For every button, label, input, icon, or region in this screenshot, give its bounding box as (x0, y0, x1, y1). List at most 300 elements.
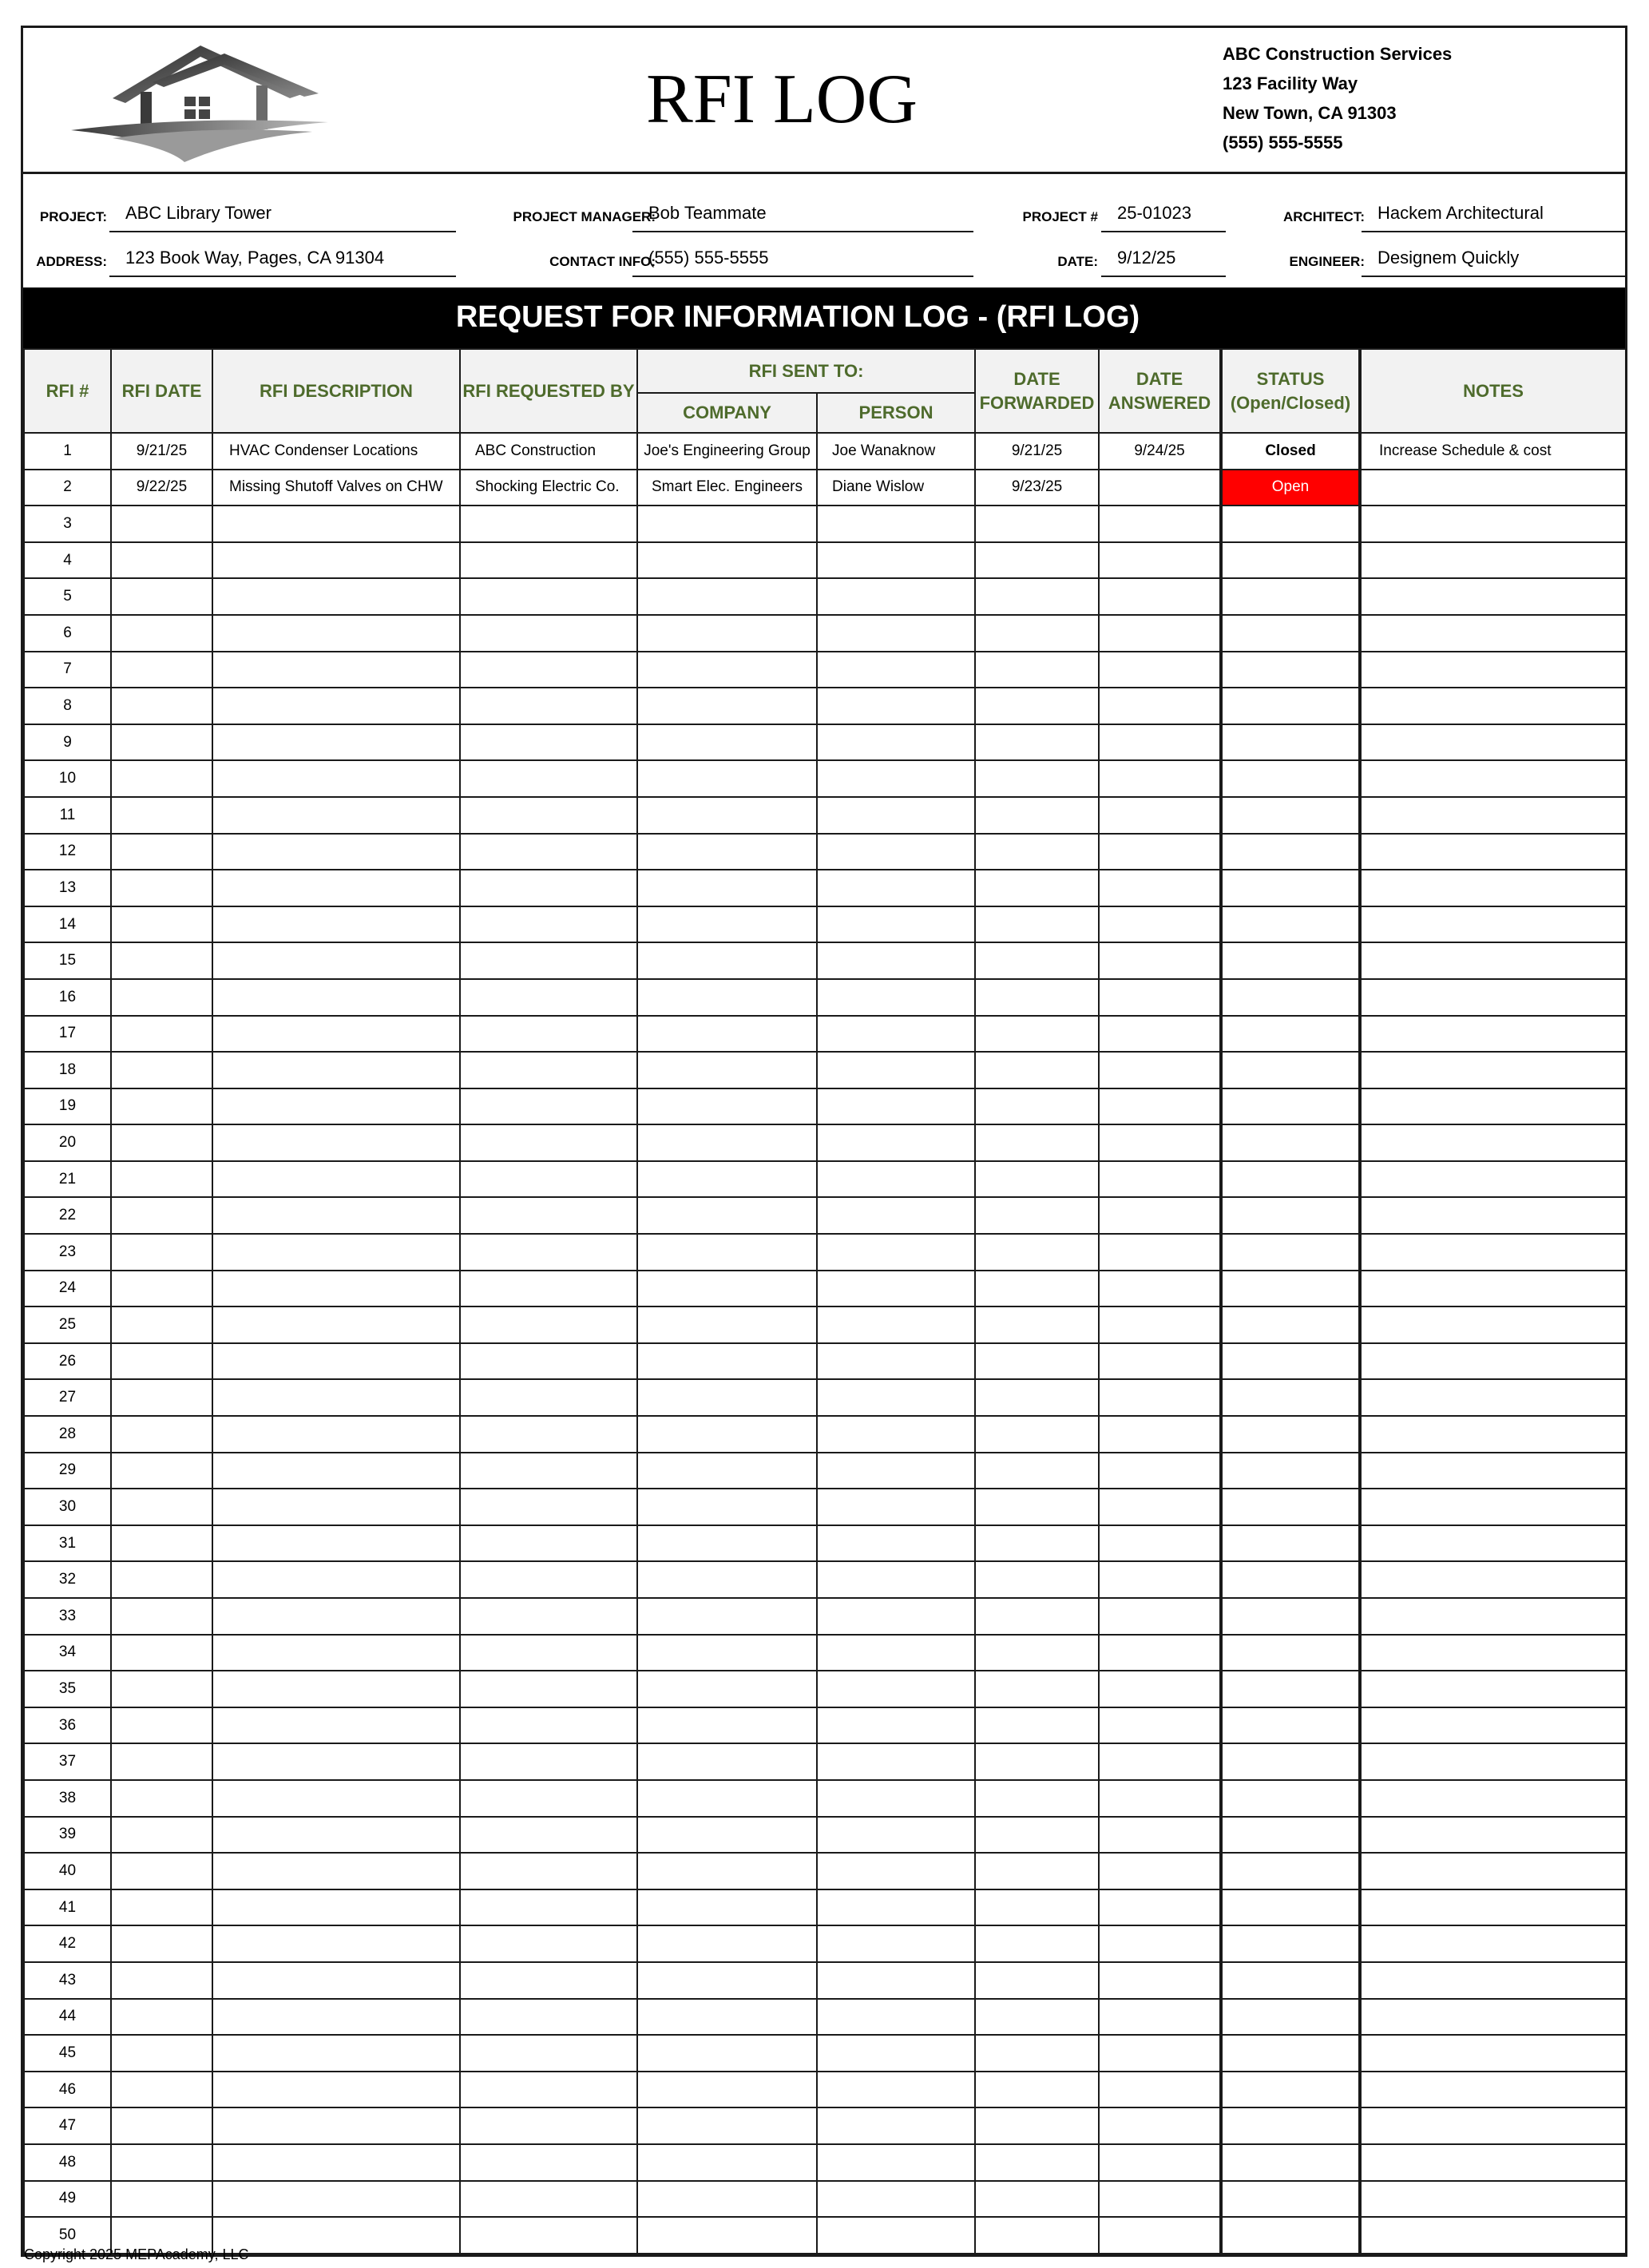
cell-description[interactable] (212, 2107, 460, 2144)
cell-date-answered[interactable] (1099, 1671, 1221, 1707)
cell-status[interactable] (1221, 1416, 1360, 1453)
cell-date-forwarded[interactable] (975, 1925, 1099, 1962)
cell-rfi-date[interactable] (111, 2144, 212, 2181)
cell-date-answered[interactable] (1099, 724, 1221, 761)
cell-date-forwarded[interactable] (975, 1780, 1099, 1817)
cell-requested-by[interactable] (460, 1016, 637, 1053)
cell-date-answered[interactable] (1099, 1161, 1221, 1198)
cell-company[interactable] (637, 760, 817, 797)
cell-company[interactable] (637, 1635, 817, 1671)
cell-description[interactable] (212, 688, 460, 724)
cell-requested-by[interactable] (460, 942, 637, 979)
cell-requested-by[interactable] (460, 1999, 637, 2036)
cell-status[interactable] (1221, 942, 1360, 979)
cell-person[interactable] (817, 506, 975, 542)
cell-person[interactable] (817, 1124, 975, 1161)
cell-requested-by[interactable]: Shocking Electric Co. (460, 470, 637, 506)
cell-requested-by[interactable] (460, 760, 637, 797)
cell-status[interactable] (1221, 2072, 1360, 2108)
cell-requested-by[interactable] (460, 1124, 637, 1161)
cell-notes[interactable] (1360, 1197, 1626, 1234)
cell-date-forwarded[interactable] (975, 724, 1099, 761)
cell-date-answered[interactable] (1099, 2107, 1221, 2144)
cell-status[interactable] (1221, 1088, 1360, 1125)
cell-status[interactable] (1221, 1453, 1360, 1489)
cell-date-forwarded[interactable] (975, 979, 1099, 1016)
cell-description[interactable] (212, 1124, 460, 1161)
cell-date-answered[interactable] (1099, 1817, 1221, 1854)
cell-date-forwarded[interactable] (975, 1016, 1099, 1053)
cell-status[interactable] (1221, 1197, 1360, 1234)
cell-company[interactable] (637, 1124, 817, 1161)
cell-requested-by[interactable] (460, 979, 637, 1016)
cell-date-answered[interactable] (1099, 1743, 1221, 1780)
cell-description[interactable] (212, 1343, 460, 1380)
cell-rfi-date[interactable] (111, 870, 212, 906)
cell-notes[interactable] (1360, 1453, 1626, 1489)
cell-date-answered[interactable] (1099, 870, 1221, 906)
cell-rfi-date[interactable] (111, 1780, 212, 1817)
cell-description[interactable] (212, 1635, 460, 1671)
cell-date-answered[interactable] (1099, 1707, 1221, 1744)
cell-rfi-date[interactable] (111, 1853, 212, 1889)
cell-company[interactable] (637, 1598, 817, 1635)
cell-date-forwarded[interactable] (975, 506, 1099, 542)
cell-notes[interactable] (1360, 1817, 1626, 1854)
cell-status[interactable] (1221, 1161, 1360, 1198)
cell-date-answered[interactable] (1099, 834, 1221, 870)
cell-rfi-date[interactable] (111, 1161, 212, 1198)
cell-person[interactable] (817, 1889, 975, 1926)
cell-person[interactable] (817, 1343, 975, 1380)
cell-person[interactable] (817, 797, 975, 834)
cell-notes[interactable] (1360, 2217, 1626, 2254)
cell-description[interactable] (212, 1671, 460, 1707)
cell-rfi-date[interactable] (111, 652, 212, 688)
cell-notes[interactable] (1360, 1707, 1626, 1744)
cell-description[interactable] (212, 615, 460, 652)
cell-date-forwarded[interactable] (975, 1853, 1099, 1889)
cell-company[interactable] (637, 1561, 817, 1598)
cell-description[interactable] (212, 1817, 460, 1854)
cell-requested-by[interactable] (460, 1088, 637, 1125)
cell-description[interactable] (212, 506, 460, 542)
cell-description[interactable] (212, 578, 460, 615)
cell-date-forwarded[interactable] (975, 834, 1099, 870)
cell-status[interactable] (1221, 1853, 1360, 1889)
cell-company[interactable] (637, 870, 817, 906)
cell-rfi-date[interactable] (111, 688, 212, 724)
cell-notes[interactable] (1360, 2072, 1626, 2108)
cell-date-forwarded[interactable] (975, 578, 1099, 615)
cell-status[interactable] (1221, 2181, 1360, 2218)
cell-date-forwarded[interactable] (975, 615, 1099, 652)
cell-date-forwarded[interactable] (975, 1817, 1099, 1854)
cell-company[interactable] (637, 1853, 817, 1889)
cell-rfi-date[interactable] (111, 1234, 212, 1271)
cell-date-answered[interactable] (1099, 1999, 1221, 2036)
cell-company[interactable] (637, 615, 817, 652)
cell-date-answered[interactable] (1099, 1925, 1221, 1962)
cell-notes[interactable] (1360, 942, 1626, 979)
cell-company[interactable] (637, 834, 817, 870)
cell-status[interactable] (1221, 1925, 1360, 1962)
cell-description[interactable] (212, 1925, 460, 1962)
cell-requested-by[interactable] (460, 542, 637, 579)
cell-person[interactable] (817, 1271, 975, 1307)
cell-requested-by[interactable] (460, 2107, 637, 2144)
cell-status[interactable] (1221, 760, 1360, 797)
cell-status[interactable] (1221, 2144, 1360, 2181)
cell-person[interactable] (817, 2107, 975, 2144)
cell-status[interactable] (1221, 1124, 1360, 1161)
cell-company[interactable] (637, 1343, 817, 1380)
cell-person[interactable] (817, 578, 975, 615)
cell-description[interactable] (212, 1889, 460, 1926)
cell-requested-by[interactable] (460, 1197, 637, 1234)
cell-requested-by[interactable] (460, 1525, 637, 1562)
cell-description[interactable]: HVAC Condenser Locations (212, 433, 460, 470)
cell-status[interactable] (1221, 2107, 1360, 2144)
cell-notes[interactable] (1360, 1161, 1626, 1198)
cell-description[interactable] (212, 797, 460, 834)
cell-rfi-date[interactable] (111, 578, 212, 615)
cell-company[interactable]: Joe's Engineering Group (637, 433, 817, 470)
cell-notes[interactable] (1360, 1999, 1626, 2036)
address-field[interactable]: 123 Book Way, Pages, CA 91304 (109, 245, 456, 277)
cell-description[interactable] (212, 1962, 460, 1999)
cell-date-forwarded[interactable] (975, 688, 1099, 724)
cell-description[interactable] (212, 1598, 460, 1635)
cell-company[interactable] (637, 1925, 817, 1962)
cell-date-forwarded[interactable] (975, 1598, 1099, 1635)
cell-rfi-date[interactable]: 9/22/25 (111, 470, 212, 506)
cell-person[interactable] (817, 1561, 975, 1598)
cell-description[interactable] (212, 979, 460, 1016)
cell-description[interactable] (212, 542, 460, 579)
cell-rfi-date[interactable] (111, 1052, 212, 1088)
cell-date-answered[interactable] (1099, 1962, 1221, 1999)
cell-date-forwarded[interactable] (975, 542, 1099, 579)
cell-person[interactable] (817, 1306, 975, 1343)
cell-date-forwarded[interactable] (975, 652, 1099, 688)
cell-rfi-date[interactable] (111, 1343, 212, 1380)
cell-rfi-date[interactable] (111, 906, 212, 943)
cell-rfi-date[interactable] (111, 1088, 212, 1125)
cell-company[interactable] (637, 578, 817, 615)
cell-date-answered[interactable] (1099, 1598, 1221, 1635)
cell-description[interactable] (212, 2181, 460, 2218)
cell-person[interactable] (817, 1379, 975, 1416)
cell-rfi-date[interactable] (111, 2072, 212, 2108)
cell-company[interactable] (637, 906, 817, 943)
cell-date-forwarded[interactable] (975, 2217, 1099, 2254)
cell-description[interactable] (212, 1306, 460, 1343)
cell-description[interactable] (212, 1743, 460, 1780)
cell-status[interactable] (1221, 2217, 1360, 2254)
cell-description[interactable] (212, 906, 460, 943)
cell-requested-by[interactable] (460, 652, 637, 688)
cell-date-forwarded[interactable] (975, 1161, 1099, 1198)
cell-status[interactable] (1221, 1489, 1360, 1525)
cell-status[interactable] (1221, 2035, 1360, 2072)
cell-company[interactable] (637, 1999, 817, 2036)
cell-date-forwarded[interactable] (975, 2181, 1099, 2218)
cell-requested-by[interactable] (460, 506, 637, 542)
cell-notes[interactable] (1360, 797, 1626, 834)
cell-notes[interactable] (1360, 578, 1626, 615)
cell-date-answered[interactable] (1099, 615, 1221, 652)
cell-person[interactable] (817, 2035, 975, 2072)
cell-description[interactable] (212, 870, 460, 906)
cell-notes[interactable] (1360, 1853, 1626, 1889)
cell-company[interactable] (637, 942, 817, 979)
cell-date-forwarded[interactable] (975, 1052, 1099, 1088)
cell-description[interactable] (212, 2144, 460, 2181)
cell-person[interactable] (817, 1925, 975, 1962)
cell-company[interactable] (637, 1234, 817, 1271)
cell-person[interactable] (817, 1598, 975, 1635)
cell-company[interactable] (637, 1489, 817, 1525)
cell-rfi-date[interactable] (111, 1999, 212, 2036)
cell-notes[interactable] (1360, 470, 1626, 506)
cell-description[interactable] (212, 1489, 460, 1525)
cell-person[interactable] (817, 1999, 975, 2036)
cell-status[interactable]: Open (1221, 470, 1360, 506)
cell-description[interactable] (212, 834, 460, 870)
cell-person[interactable]: Joe Wanaknow (817, 433, 975, 470)
cell-date-forwarded[interactable] (975, 1453, 1099, 1489)
cell-requested-by[interactable] (460, 1598, 637, 1635)
cell-notes[interactable]: Increase Schedule & cost (1360, 433, 1626, 470)
cell-rfi-date[interactable] (111, 1817, 212, 1854)
cell-notes[interactable] (1360, 1962, 1626, 1999)
cell-requested-by[interactable] (460, 1271, 637, 1307)
cell-notes[interactable] (1360, 1088, 1626, 1125)
cell-person[interactable] (817, 1088, 975, 1125)
cell-notes[interactable] (1360, 1525, 1626, 1562)
cell-notes[interactable] (1360, 615, 1626, 652)
cell-company[interactable] (637, 1453, 817, 1489)
cell-description[interactable] (212, 2072, 460, 2108)
cell-notes[interactable] (1360, 1780, 1626, 1817)
cell-requested-by[interactable] (460, 688, 637, 724)
cell-notes[interactable] (1360, 724, 1626, 761)
cell-date-answered[interactable] (1099, 1489, 1221, 1525)
cell-description[interactable] (212, 2035, 460, 2072)
cell-company[interactable] (637, 1271, 817, 1307)
cell-status[interactable] (1221, 1306, 1360, 1343)
cell-status[interactable] (1221, 1234, 1360, 1271)
pm-field[interactable]: Bob Teammate (632, 200, 973, 232)
cell-company[interactable] (637, 1161, 817, 1198)
cell-status[interactable] (1221, 870, 1360, 906)
cell-date-answered[interactable] (1099, 2144, 1221, 2181)
cell-notes[interactable] (1360, 870, 1626, 906)
cell-date-answered[interactable] (1099, 760, 1221, 797)
cell-date-answered[interactable] (1099, 1234, 1221, 1271)
cell-date-answered[interactable] (1099, 470, 1221, 506)
cell-description[interactable] (212, 1161, 460, 1198)
cell-date-answered[interactable] (1099, 2035, 1221, 2072)
cell-date-forwarded[interactable] (975, 906, 1099, 943)
cell-requested-by[interactable] (460, 1853, 637, 1889)
cell-requested-by[interactable] (460, 1561, 637, 1598)
cell-date-forwarded[interactable] (975, 2107, 1099, 2144)
cell-description[interactable] (212, 760, 460, 797)
engineer-field[interactable]: Designem Quickly (1362, 245, 1625, 277)
cell-description[interactable] (212, 1561, 460, 1598)
cell-description[interactable] (212, 1453, 460, 1489)
cell-rfi-date[interactable] (111, 2035, 212, 2072)
cell-company[interactable] (637, 797, 817, 834)
cell-notes[interactable] (1360, 1306, 1626, 1343)
cell-date-answered[interactable] (1099, 1016, 1221, 1053)
cell-status[interactable] (1221, 906, 1360, 943)
cell-notes[interactable] (1360, 1561, 1626, 1598)
cell-date-forwarded[interactable] (975, 1379, 1099, 1416)
cell-notes[interactable] (1360, 1489, 1626, 1525)
cell-requested-by[interactable] (460, 615, 637, 652)
cell-date-forwarded[interactable]: 9/21/25 (975, 433, 1099, 470)
cell-person[interactable] (817, 760, 975, 797)
cell-rfi-date[interactable] (111, 506, 212, 542)
cell-description[interactable] (212, 1271, 460, 1307)
cell-date-forwarded[interactable] (975, 1234, 1099, 1271)
date-field[interactable]: 9/12/25 (1101, 245, 1226, 277)
cell-person[interactable] (817, 979, 975, 1016)
cell-requested-by[interactable] (460, 870, 637, 906)
cell-company[interactable] (637, 652, 817, 688)
cell-company[interactable] (637, 1306, 817, 1343)
cell-notes[interactable] (1360, 506, 1626, 542)
cell-person[interactable] (817, 1817, 975, 1854)
cell-person[interactable] (817, 870, 975, 906)
cell-date-forwarded[interactable] (975, 1671, 1099, 1707)
cell-rfi-date[interactable] (111, 1962, 212, 1999)
cell-company[interactable] (637, 1379, 817, 1416)
cell-date-answered[interactable] (1099, 1197, 1221, 1234)
cell-date-forwarded[interactable] (975, 760, 1099, 797)
cell-company[interactable] (637, 1016, 817, 1053)
cell-notes[interactable] (1360, 1124, 1626, 1161)
cell-requested-by[interactable] (460, 1453, 637, 1489)
cell-person[interactable] (817, 1016, 975, 1053)
cell-description[interactable] (212, 1780, 460, 1817)
cell-date-answered[interactable] (1099, 1780, 1221, 1817)
cell-date-forwarded[interactable] (975, 1416, 1099, 1453)
cell-company[interactable] (637, 1525, 817, 1562)
cell-person[interactable] (817, 1234, 975, 1271)
cell-date-answered[interactable] (1099, 1453, 1221, 1489)
cell-person[interactable] (817, 942, 975, 979)
cell-date-forwarded[interactable] (975, 1197, 1099, 1234)
cell-rfi-date[interactable] (111, 1635, 212, 1671)
cell-date-answered[interactable] (1099, 1271, 1221, 1307)
cell-date-answered[interactable] (1099, 979, 1221, 1016)
cell-requested-by[interactable] (460, 1306, 637, 1343)
cell-person[interactable] (817, 1453, 975, 1489)
cell-company[interactable] (637, 1052, 817, 1088)
cell-status[interactable] (1221, 506, 1360, 542)
cell-person[interactable] (817, 1052, 975, 1088)
cell-date-answered[interactable] (1099, 2181, 1221, 2218)
cell-person[interactable] (817, 1671, 975, 1707)
cell-date-answered[interactable] (1099, 1088, 1221, 1125)
cell-rfi-date[interactable] (111, 1598, 212, 1635)
cell-rfi-date[interactable] (111, 2181, 212, 2218)
cell-status[interactable] (1221, 1743, 1360, 1780)
cell-person[interactable] (817, 2181, 975, 2218)
cell-date-answered[interactable] (1099, 1561, 1221, 1598)
cell-company[interactable] (637, 2144, 817, 2181)
cell-rfi-date[interactable] (111, 1671, 212, 1707)
cell-status[interactable] (1221, 1525, 1360, 1562)
cell-rfi-date[interactable]: 9/21/25 (111, 433, 212, 470)
cell-status[interactable] (1221, 979, 1360, 1016)
cell-status[interactable] (1221, 834, 1360, 870)
cell-rfi-date[interactable] (111, 834, 212, 870)
cell-date-forwarded[interactable] (975, 1088, 1099, 1125)
cell-person[interactable] (817, 1197, 975, 1234)
cell-date-forwarded[interactable] (975, 1489, 1099, 1525)
cell-rfi-date[interactable] (111, 1306, 212, 1343)
cell-status[interactable] (1221, 1561, 1360, 1598)
cell-requested-by[interactable] (460, 578, 637, 615)
cell-status[interactable] (1221, 1016, 1360, 1053)
cell-status[interactable] (1221, 1598, 1360, 1635)
cell-description[interactable] (212, 1853, 460, 1889)
cell-status[interactable] (1221, 1671, 1360, 1707)
cell-person[interactable] (817, 1853, 975, 1889)
cell-date-forwarded[interactable] (975, 870, 1099, 906)
cell-requested-by[interactable] (460, 2072, 637, 2108)
cell-date-forwarded[interactable]: 9/23/25 (975, 470, 1099, 506)
cell-requested-by[interactable] (460, 2217, 637, 2254)
cell-notes[interactable] (1360, 1416, 1626, 1453)
cell-rfi-date[interactable] (111, 1489, 212, 1525)
cell-description[interactable] (212, 1234, 460, 1271)
cell-date-answered[interactable] (1099, 542, 1221, 579)
cell-date-answered[interactable] (1099, 1525, 1221, 1562)
cell-status[interactable] (1221, 1635, 1360, 1671)
cell-requested-by[interactable] (460, 1707, 637, 1744)
cell-person[interactable] (817, 2217, 975, 2254)
cell-description[interactable] (212, 1088, 460, 1125)
cell-company[interactable] (637, 506, 817, 542)
cell-status[interactable] (1221, 615, 1360, 652)
cell-company[interactable] (637, 1817, 817, 1854)
cell-company[interactable] (637, 542, 817, 579)
cell-description[interactable] (212, 1379, 460, 1416)
cell-date-answered[interactable]: 9/24/25 (1099, 433, 1221, 470)
cell-notes[interactable] (1360, 760, 1626, 797)
cell-requested-by[interactable] (460, 1052, 637, 1088)
cell-status[interactable] (1221, 797, 1360, 834)
cell-company[interactable] (637, 1416, 817, 1453)
cell-notes[interactable] (1360, 979, 1626, 1016)
cell-requested-by[interactable] (460, 1817, 637, 1854)
cell-person[interactable] (817, 1489, 975, 1525)
cell-description[interactable] (212, 1016, 460, 1053)
cell-company[interactable] (637, 1780, 817, 1817)
cell-date-forwarded[interactable] (975, 1707, 1099, 1744)
cell-requested-by[interactable] (460, 724, 637, 761)
cell-notes[interactable] (1360, 906, 1626, 943)
cell-date-forwarded[interactable] (975, 2072, 1099, 2108)
cell-date-forwarded[interactable] (975, 1124, 1099, 1161)
cell-rfi-date[interactable] (111, 797, 212, 834)
